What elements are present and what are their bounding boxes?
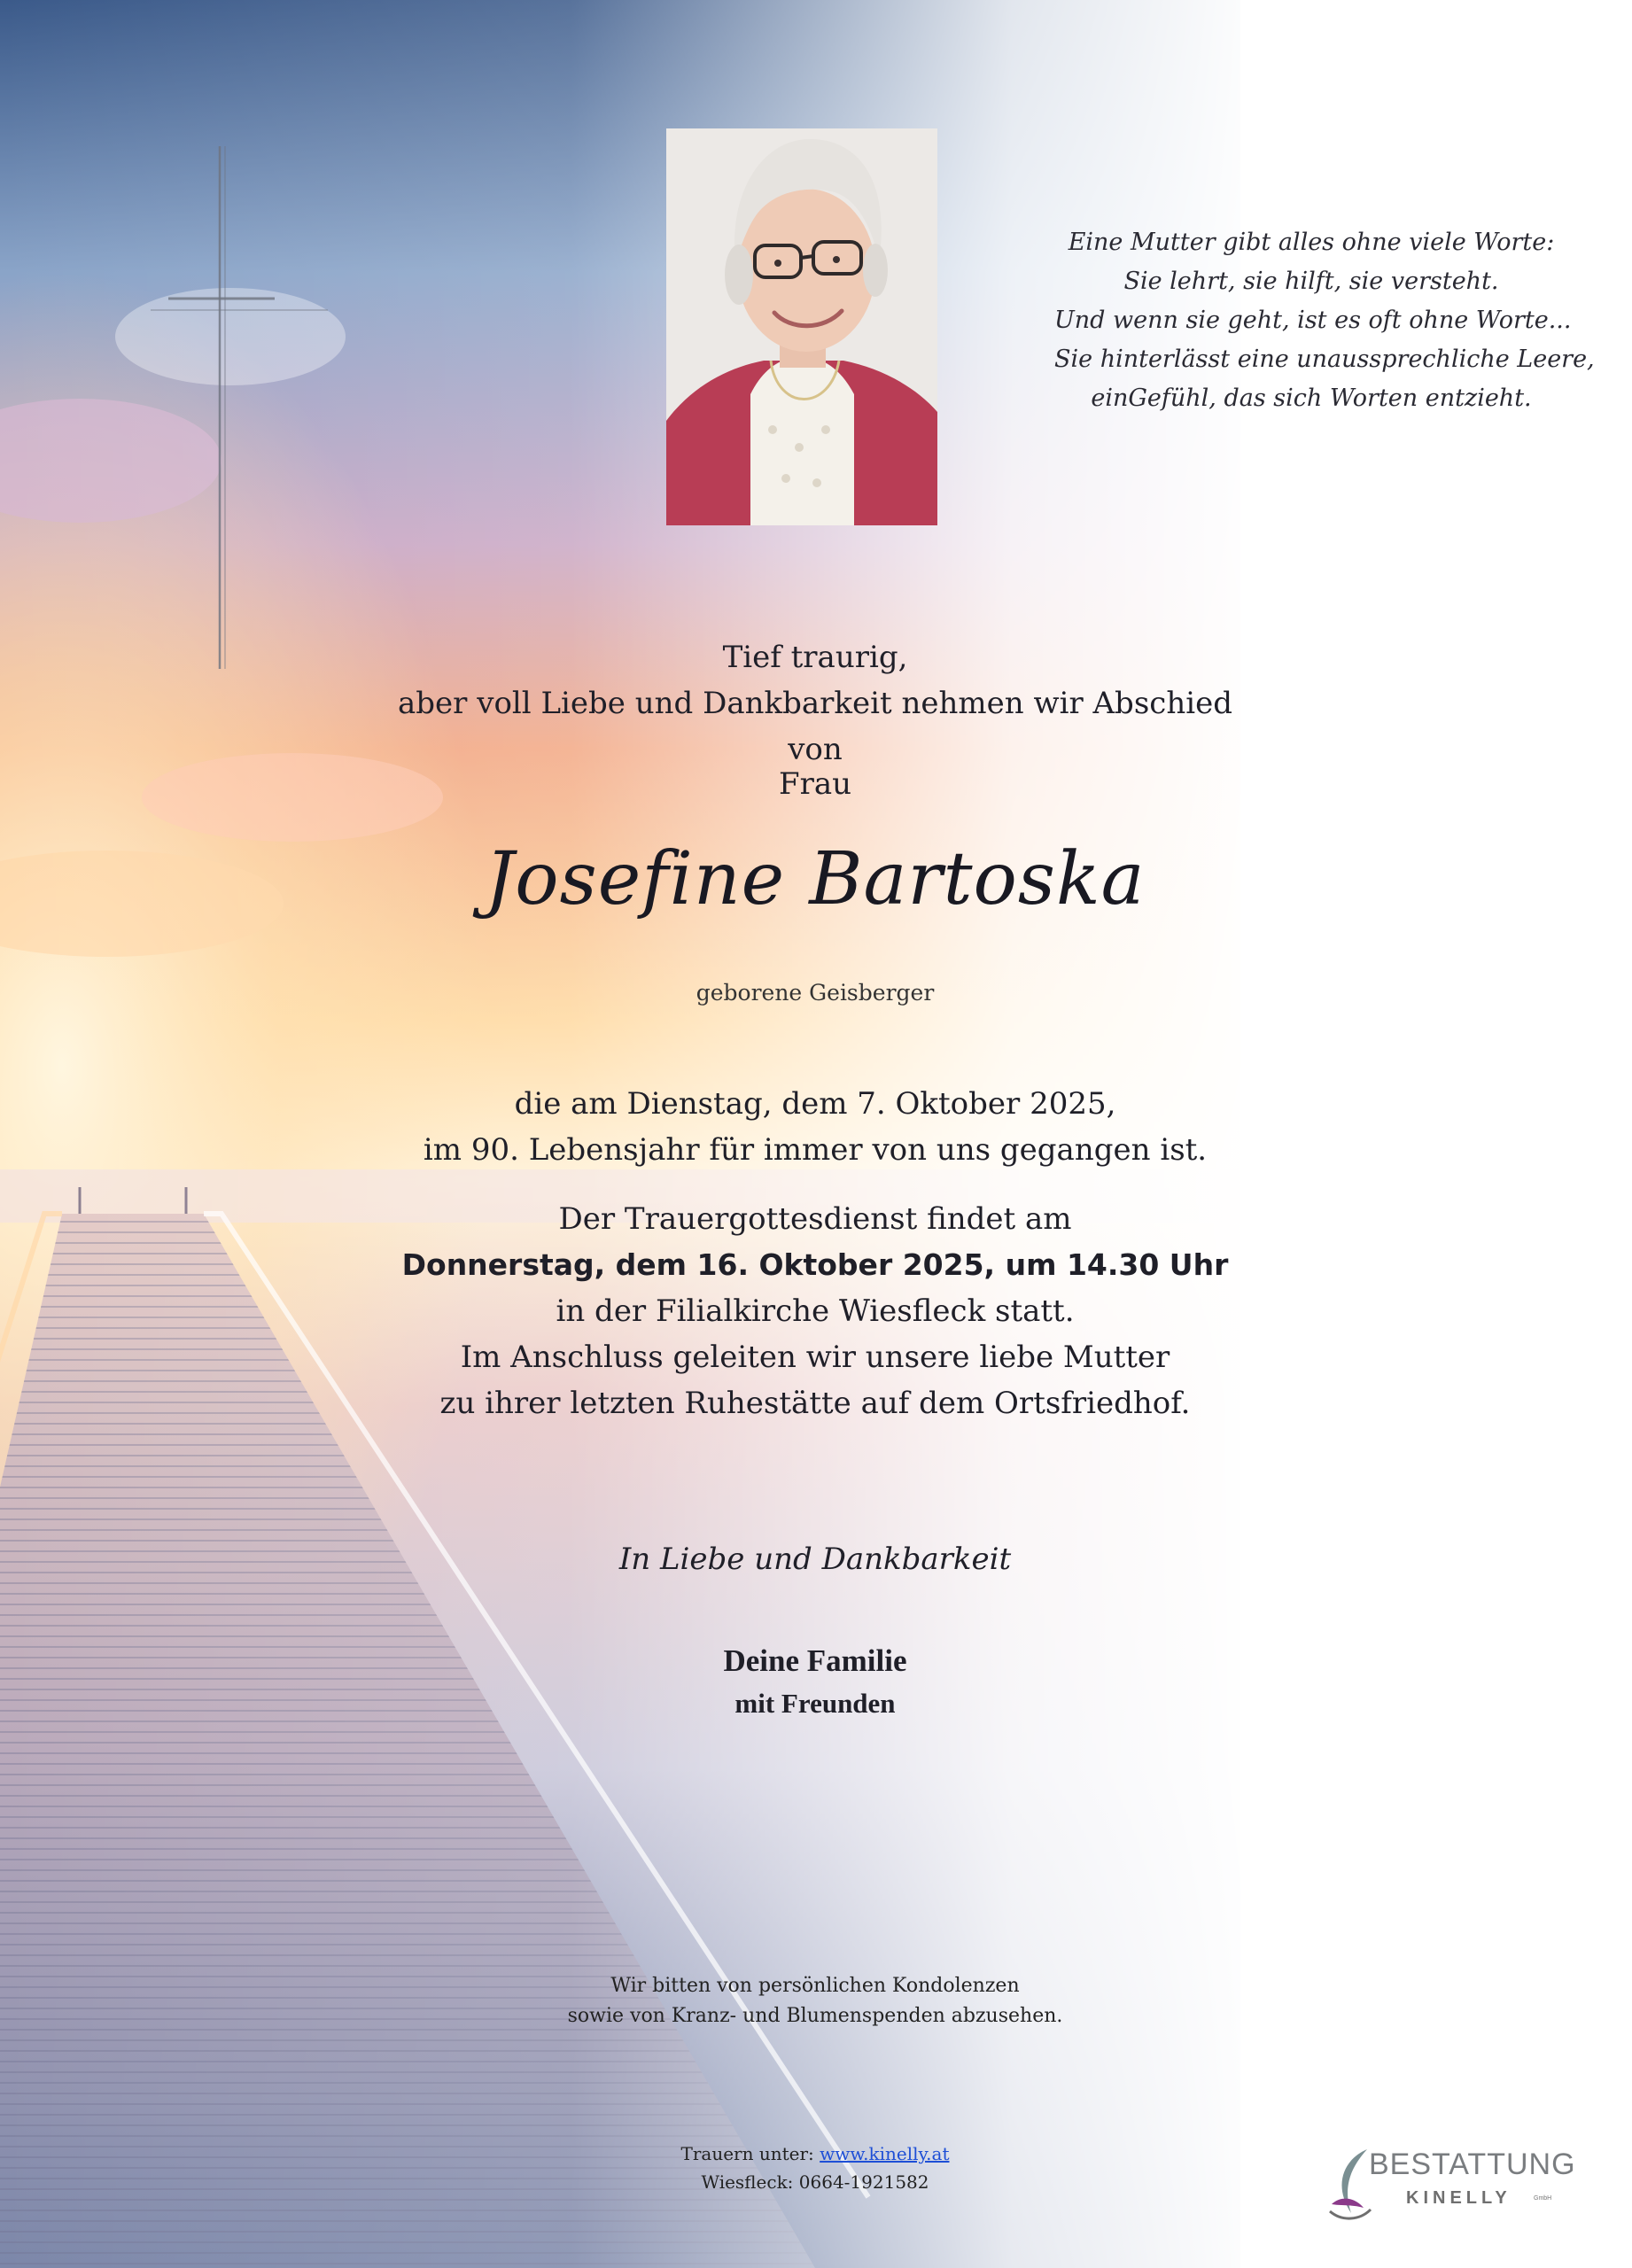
website-link[interactable]: www.kinelly.at: [820, 2143, 950, 2164]
notice-line-1: Wir bitten von persönlichen Kondolenzen: [610, 1975, 1020, 1997]
service-date: Donnerstag, dem 16. Oktober 2025, um 14.30 Uhr: [401, 1247, 1229, 1282]
maiden-name: geborene Geisberger: [696, 980, 935, 1006]
deceased-name: Josefine Bartoska: [485, 837, 1146, 921]
footer-label: Trauern unter:: [680, 2143, 814, 2164]
closing-text: In Liebe und Dankbarkeit: [618, 1542, 1012, 1577]
intro-text: [372, 634, 1258, 773]
poem: [1054, 223, 1595, 418]
donation-notice: [372, 1971, 1258, 2031]
logo-name: BESTATTUNG: [1369, 2148, 1576, 2181]
intro-line-2: aber voll Liebe und Dankbarkeit nehmen wir Abschied von: [398, 686, 1232, 767]
death-details: [372, 1081, 1258, 1173]
signature-family: Deine Familie: [723, 1643, 907, 1678]
salutation: Frau: [778, 766, 851, 802]
service-line-5: zu ihrer letzten Ruhestätte auf dem Ortsfriedhof.: [439, 1386, 1191, 1421]
death-line-1: die am Dienstag, dem 7. Oktober 2025,: [514, 1086, 1116, 1122]
footer-link-line: [372, 2140, 1258, 2168]
signature-friends: mit Freunden: [734, 1688, 896, 1719]
service-details: [372, 1196, 1258, 1426]
service-line-3: in der Filialkirche Wiesfleck statt.: [556, 1293, 1075, 1329]
funeral-home-logo: [1325, 2142, 1576, 2231]
poem-line: Eine Mutter gibt alles ohne viele Worte:: [1068, 229, 1555, 256]
logo-sub: KINELLY: [1406, 2188, 1512, 2208]
logo-suffix: GmbH: [1534, 2195, 1552, 2202]
intro-line-1: Tief traurig,: [722, 640, 908, 675]
notice-line-2: sowie von Kranz- und Blumenspenden abzusehen.: [567, 2005, 1063, 2027]
cross-icon: [151, 146, 328, 669]
footer: [372, 2140, 1258, 2196]
poem-line: Und wenn sie geht, ist es oft ohne Worte...: [1054, 307, 1572, 334]
service-line-1: Der Trauergottesdienst findet am: [558, 1201, 1072, 1237]
poem-line: Sie lehrt, sie hilft, sie versteht.: [1123, 268, 1499, 295]
death-line-2: im 90. Lebensjahr für immer von uns gegangen ist.: [423, 1132, 1208, 1168]
service-line-4: Im Anschluss geleiten wir unsere liebe Mutter: [460, 1340, 1170, 1375]
poem-line: Sie hinterlässt eine unaussprechliche Leere,: [1054, 346, 1595, 373]
portrait-photo: [666, 128, 937, 525]
footer-phone: Wiesfleck: 0664-1921582: [701, 2171, 929, 2193]
poem-line: einGefühl, das sich Worten entzieht.: [1091, 384, 1532, 412]
